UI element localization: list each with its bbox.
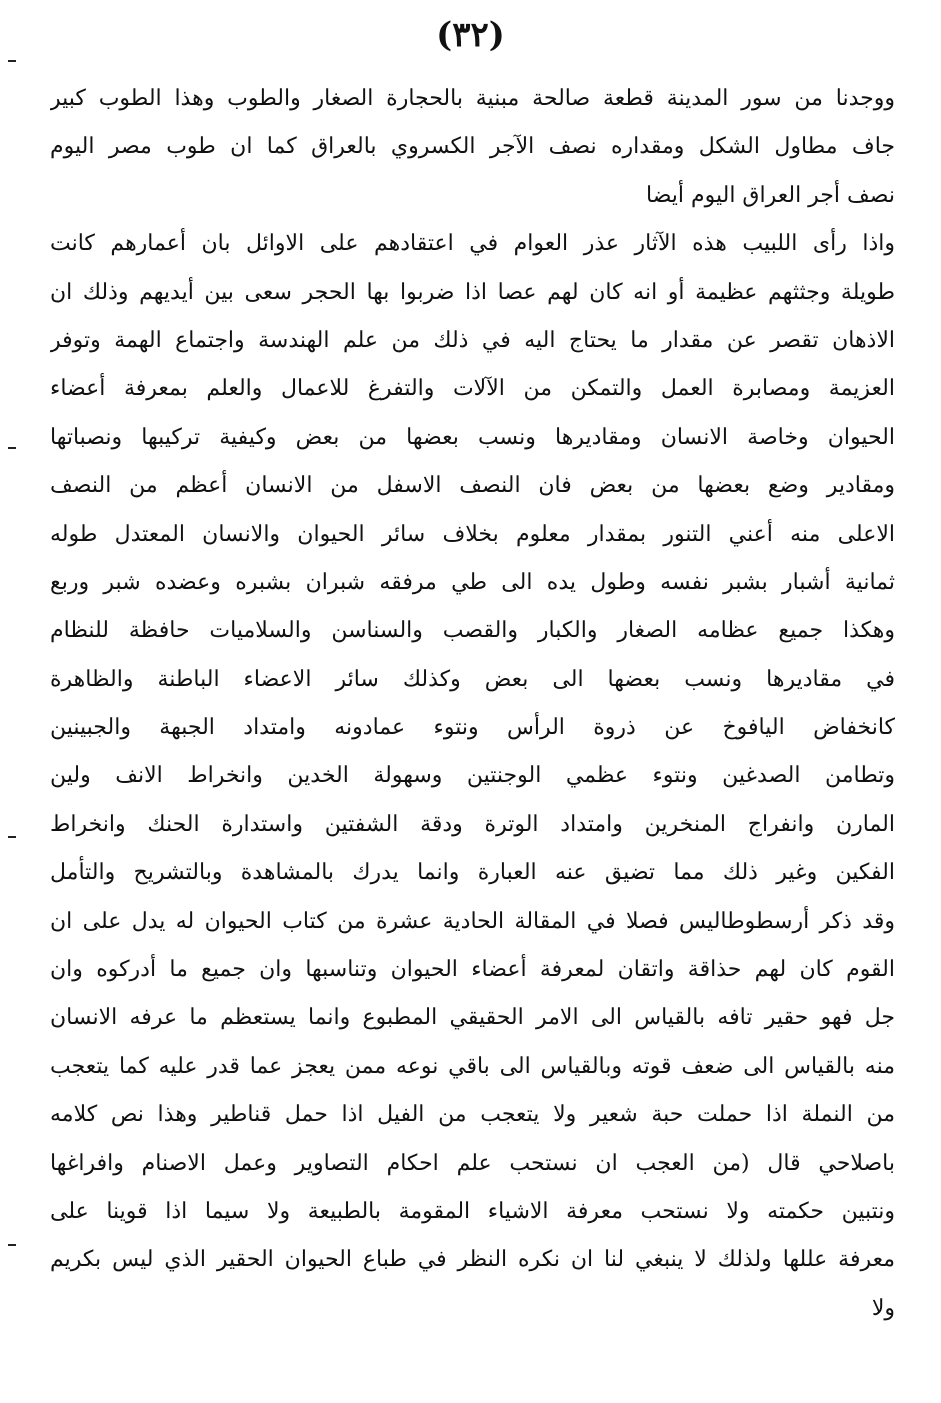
text-line: جل فهو حقير تافه بالقياس الى الامر الحقيقي المطبوع وانما يستعظم ما عرفه الانسان [50, 1005, 895, 1031]
text-line: منه بالقياس الى ضعف قوته وبالقياس الى باقي نوعه ممن يعجز عما قدر عليه كما يتعجب [50, 1053, 895, 1079]
text-line: الحيوان وخاصة الانسان ومقاديرها ونسب بعضها من بعض وكيفية تركيبها ونصباتها [50, 424, 895, 450]
text-line: في مقاديرها ونسب بعضها الى بعض وكذلك سائر الاعضاء الباطنة والظاهرة [50, 666, 895, 692]
text-line: كانخفاض اليافوخ عن ذروة الرأس ونتوء عمادونه وامتداد الجبهة والجبينين [50, 715, 895, 741]
text-line: ووجدنا من سور المدينة قطعة صالحة مبنية بالحجارة الصغار والطوب وهذا الطوب كبير [50, 86, 895, 111]
text-line: جاف مطاول الشكل ومقداره نصف الآجر الكسروي بالعراق كما ان طوب مصر اليوم [50, 134, 895, 160]
text-line: وهكذا جميع عظامه الصغار والكبار والقصب والسناسن والسلاميات حافظة للنظام [50, 618, 895, 644]
text-line: معرفة عللها ولذلك لا ينبغي لنا ان نكره النظر في طباع الحيوان الحقير الذي ليس بكريم [50, 1247, 895, 1273]
text-line: ثمانية أشبار بشبر نفسه وطول يده الى طي مرفقه شبران بشبره وعضده شبر وربع [50, 569, 895, 595]
text-line: القوم كان لهم حذاقة واتقان لمعرفة أعضاء الحيوان وتناسبها وان جميع ما أدركوه وان [50, 957, 895, 983]
text-line: ومقادير وضع بعضها من بعض فان النصف الاسفل من الانسان أعظم من النصف [50, 473, 895, 499]
text-line: طويلة وجثثهم عظيمة أو انه كان لهم عصا اذا ضربوا بها الحجر سعى بين أيديهم وذلك ان [50, 279, 895, 305]
page-number: (٣٢) [436, 15, 505, 55]
text-line: وتطامن الصدغين ونتوء عظمي الوجنتين وسهولة الخدين وانخراط الانف ولين [50, 763, 895, 789]
text-line: ولا [871, 1295, 895, 1321]
text-line: المارن وانفراج المنخرين وامتداد الوترة ودقة الشفتين واستدارة الحنك وانخراط [50, 811, 895, 837]
margin-mark [8, 447, 16, 449]
text-line: وقد ذكر أرسطوطاليس فصلا في المقالة الحادية عشرة من كتاب الحيوان له يدل على ان [50, 908, 895, 934]
margin-mark [8, 836, 16, 838]
margin-mark [8, 1244, 16, 1246]
text-line: باصلاحي قال (من العجب ان نستحب علم احكام التصاوير وعمل الاصنام وافراغها [50, 1150, 895, 1176]
body-text [50, 75, 895, 1333]
text-line: واذا رأى اللبيب هذه الآثار عذر العوام في اعتقادهم على الاوائل بان أعمارهم كانت [50, 231, 895, 257]
margin-mark [8, 60, 16, 62]
text-line: نصف أجر العراق اليوم أيضا [645, 182, 895, 208]
text-line: العزيمة ومصابرة العمل والتمكن من الآلات والتفرغ للاعمال والعلم بمعرفة أعضاء [50, 376, 895, 402]
text-line: الفكين وغير ذلك مما تضيق عنه العبارة وانما يدرك بالمشاهدة وبالتشريح والتأمل [50, 860, 895, 886]
text-line: ونتبين حكمته ولا نستحب معرفة الاشياء المقومة بالطبيعة ولا سيما اذا قوينا على [50, 1198, 895, 1224]
text-line: الاذهان تقصر عن مقدار ما يحتاج اليه في ذلك من علم الهندسة واجتماع الهمة وتوفر [50, 327, 895, 353]
text-line: من النملة اذا حملت حبة شعير ولا يتعجب من الفيل اذا حمل قناطير وهذا نص كلامه [50, 1102, 895, 1128]
text-line: الاعلى منه أعني التنور بمقدار معلوم بخلاف سائر الحيوان والانسان المعتدل طوله [50, 521, 895, 547]
